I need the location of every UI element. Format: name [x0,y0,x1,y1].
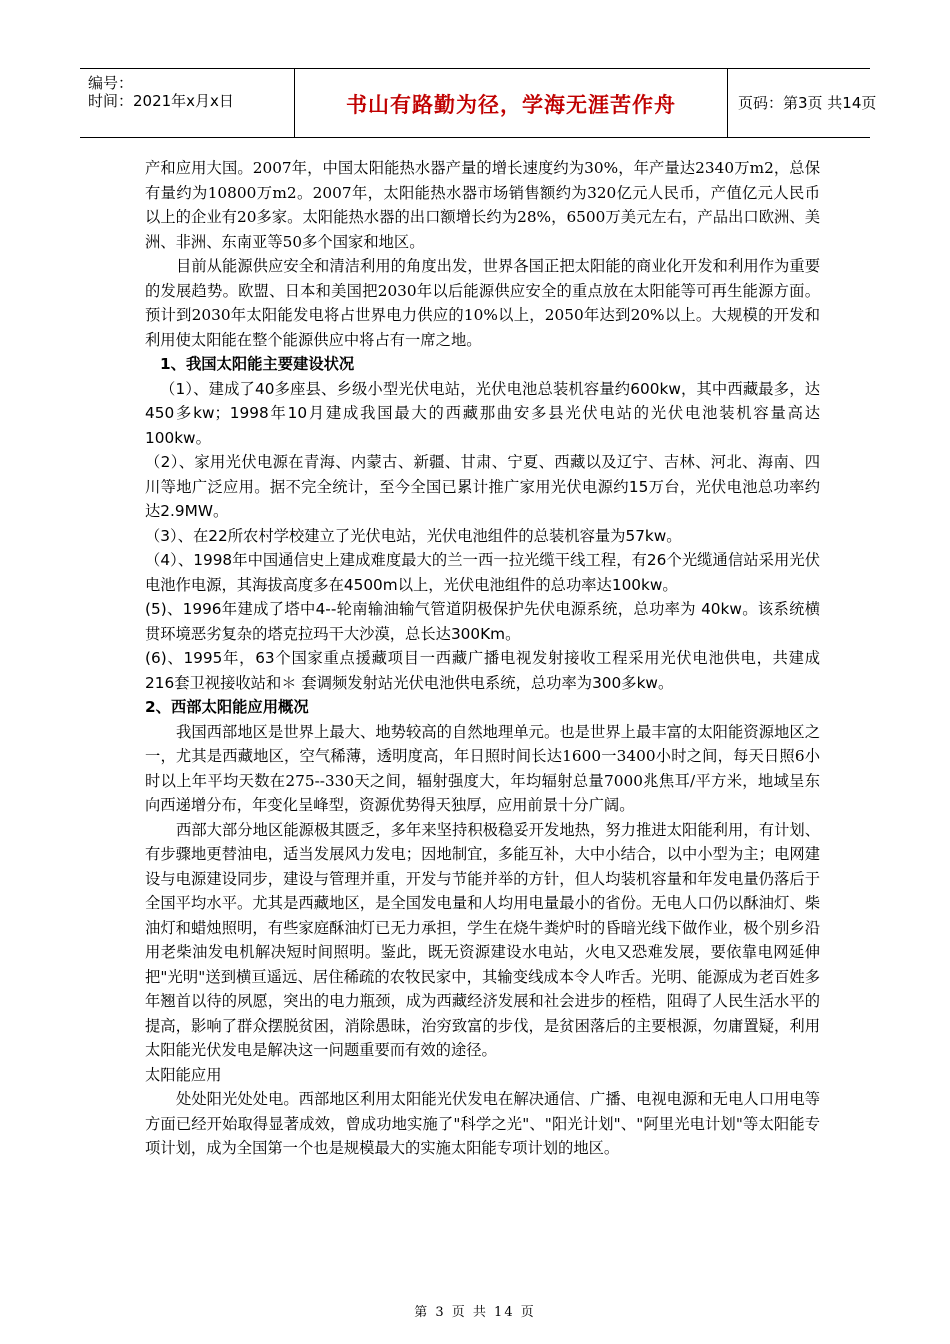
page-footer: 第 3 页 共 14 页 [414,1305,536,1320]
document-date-label: 时间：2021年x月x日 [88,92,234,110]
header-info-cell [80,69,295,137]
paragraph-west-energy: 西部大部分地区能源极其匮乏，多年来坚持积极稳妥开发地热，努力推进太阳能利用，有计划、有步骤地更替油电，适当发展风力发电；因地制宜，多能互补，大中小结合，以中小型为主；电网建设与电源建设同步，建设与管理并重，开发与节能并举的方针，但人均装机容量和年发电量仍落后于全国平均水平。尤其是西藏地区，是全国发电量和人均用电量最小的省份。无电人口仍以酥油灯、柴油灯和蜡烛照明，有些家庭酥油灯已无力承担，学生在烧牛粪炉时的昏暗光线下做作业，极个别乡沿用老柴油发电机解决短时间照明。鉴此，既无资源建设水电站，火电又恐难发展，要依靠电网延伸把"光明"送到横亘遥远、居住稀疏的农牧民家中，其输变线成本令人咋舌。光明、能源成为老百姓多年翘首以待的夙愿，突出的电力瓶颈，成为西藏经济发展和社会进步的桎梏，阻碍了人民生活水平的提高，影响了群众摆脱贫困，消除愚昧，治穷致富的步伐，是贫困落后的主要根源，勿庸置疑，利用太阳能光伏发电是解决这一问题重要而有效的途径。 [145,820,820,1059]
list-item-6: (6)、1995年，63个国家重点援藏项目一西藏广播电视发射接收工程采用光伏电池供电，共建成216套卫视接收站和＊ 套调频发射站光伏电池供电系统，总功率为300多kw。 [145,649,820,692]
list-item-5: (5)、1996年建成了塔中4--轮南输油输气管道阴极保护先伏电源系统，总功率为 40kw。该系统横贯环境恶劣复杂的塔克拉玛干大沙漠，总长达300Km。 [145,600,820,643]
section-heading-construction: 1、我国太阳能主要建设状况 [160,355,355,373]
header-page-cell [728,69,877,137]
list-item-4: （4）、1998年中国通信史上建成难度最大的兰一西一拉光缆干线工程，有26个光缆通信站采用光伏电池作电源，其海拔高度多在4500m以上，光伏电池组件的总功率达100kw。 [145,551,820,594]
header-motto: 书山有路勤为径，学海无涯苦作舟 [346,93,676,117]
document-header [80,68,877,138]
header-motto-cell [295,69,728,137]
paragraph-west-geography: 我国西部地区是世界上最大、地势较高的自然地理单元。也是世界上最丰富的太阳能资源地区之一，尤其是西藏地区，空气稀薄，透明度高，年日照时间长达1600一3400小时之间，每天日照6小时以上年平均天数在275--330天之间，辐射强度大，年均辐射总量7000兆焦耳/平方米，地域呈东向西递增分布，年变化呈峰型，资源优势得天独厚，应用前景十分广阔。 [145,722,820,814]
list-item-3: （3）、在22所农村学校建立了光伏电站，光伏电池组件的总装机容量为57kw。 [145,526,682,545]
paragraph-solar-application: 处处阳光处处电。西部地区利用太阳能光伏发电在解决通信、广播、电视电源和无电人口用电等方面已经开始取得显著成效，曾成功地实施了"科学之光"、"阳光计划"、"阿里光电计划"等太阳能专项计划，成为全国第一个也是规模最大的实施太阳能专项计划的地区。 [145,1090,820,1157]
document-number-label: 编号： [88,74,134,92]
paragraph-production: 产和应用大国。2007年，中国太阳能热水器产量的增长速度约为30%，年产量达2340万m2，总保有量约为10800万m2。2007年，太阳能热水器市场销售额约为320亿元人民币，产值亿元人民币以上的企业有20多家。太阳能热水器的出口额增长约为28%，6500万美元左右，产品出口欧洲、美洲、非洲、东南亚等50多个国家和地区。 [145,159,820,251]
list-item-1: （1）、建成了40多座县、乡级小型光伏电站，光伏电池总装机容量约600kw，其中西藏最多，达450多kw；1998年10月建成我国最大的西藏那曲安多县光伏电站的光伏电池装机容量高达100kw。 [145,379,820,447]
header-page-info: 页码：第3页 共14页 [738,94,877,112]
document-body [145,156,820,1161]
subheading-solar-application: 太阳能应用 [145,1065,222,1084]
paragraph-world-trend: 目前从能源供应安全和清洁利用的角度出发，世界各国正把太阳能的商业化开发和利用作为重要的发展趋势。欧盟、日本和美国把2030年以后能源供应安全的重点放在太阳能等可再生能源方面。预计到2030年太阳能发电将占世界电力供应的10%以上，2050年达到20%以上。大规模的开发和利用使太阳能在整个能源供应中将占有一席之地。 [145,257,820,349]
list-item-2: （2）、家用光伏电源在青海、内蒙古、新疆、甘肃、宁夏、西藏以及辽宁、吉林、河北、海南、四川等地广泛应用。据不完全统计，至今全国已累计推广家用光伏电源约15万台，光伏电池总功率约达2.9MW。 [145,453,820,520]
section-heading-west: 2、西部太阳能应用概况 [145,698,309,716]
